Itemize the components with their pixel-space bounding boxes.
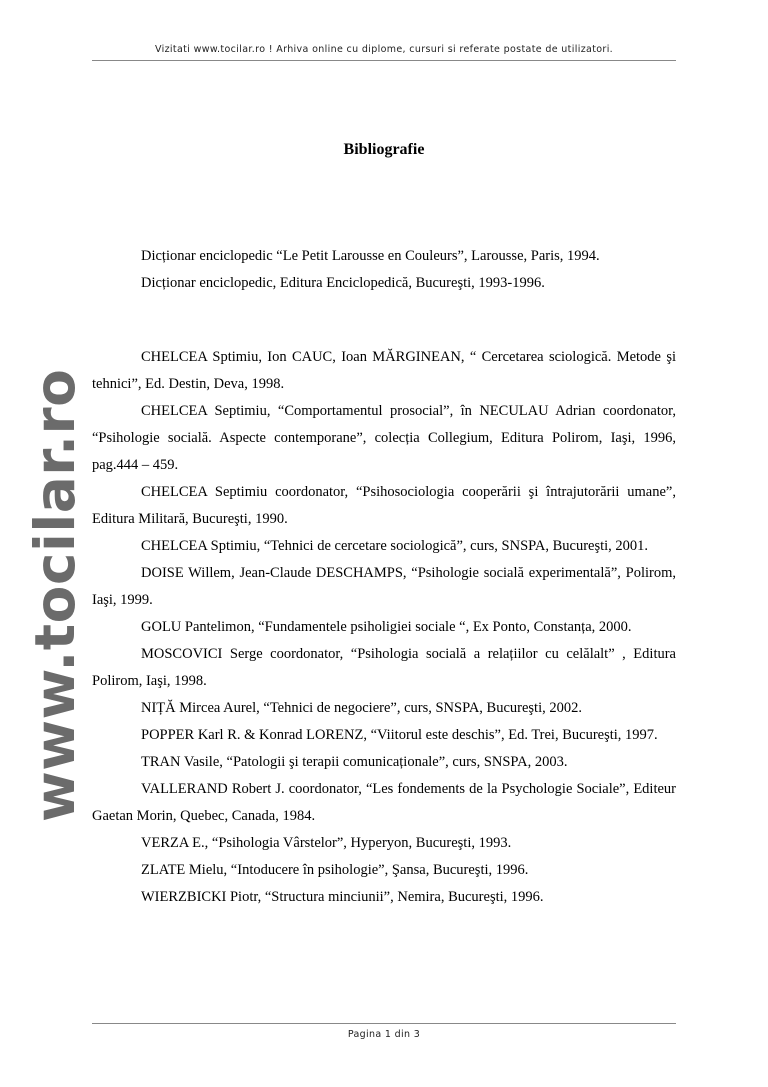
- dictionary-list: [92, 243, 676, 297]
- bibliography-entry: WIERZBICKI Piotr, “Structura minciunii”, Nemira, Bucureşti, 1996.: [141, 889, 544, 905]
- dictionary-entry: Dicționar enciclopedic, Editura Enciclopedică, Bucureşti, 1993-1996.: [141, 275, 545, 291]
- bibliography-entry: CHELCEA Septimiu, “Comportamentul prosocial”, în NECULAU Adrian coordonator, “Psihologie socială. Aspecte contemporane”, colecția Collegium, Editura Polirom, Iaşi, 1996, pag.444 – 459.: [92, 403, 676, 473]
- page-title: Bibliografie: [343, 141, 425, 158]
- bibliography-entry: NIȚĂ Mircea Aurel, “Tehnici de negociere”, curs, SNSPA, Bucureşti, 2002.: [141, 700, 582, 716]
- bibliography-entry: TRAN Vasile, “Patologii şi terapii comunicaționale”, curs, SNSPA, 2003.: [141, 754, 568, 770]
- footer-divider: [92, 1023, 676, 1024]
- bibliography-list: [92, 344, 676, 911]
- bibliography-entry: VERZA E., “Psihologia Vârstelor”, Hyperyon, Bucureşti, 1993.: [141, 835, 512, 851]
- bibliography-entry: CHELCEA Sptimiu, “Tehnici de cercetare sociologică”, curs, SNSPA, Bucureşti, 2001.: [141, 538, 649, 554]
- bibliography-entry: VALLERAND Robert J. coordonator, “Les fondements de la Psychologie Sociale”, Editeur Gaetan Morin, Quebec, Canada, 1984.: [92, 781, 676, 824]
- watermark-logo: www.tocilar.ro: [23, 368, 87, 822]
- dictionary-entry: Dicționar enciclopedic “Le Petit Larousse en Couleurs”, Larousse, Paris, 1994.: [141, 248, 600, 264]
- bibliography-entry: DOISE Willem, Jean-Claude DESCHAMPS, “Psihologie socială experimentală”, Polirom, Iaşi, 1999.: [92, 565, 676, 608]
- bibliography-entry: POPPER Karl R. & Konrad LORENZ, “Viitorul este deschis”, Ed. Trei, Bucureşti, 1997.: [141, 727, 658, 743]
- bibliography-entry: MOSCOVICI Serge coordonator, “Psihologia socială a relațiilor cu celălalt” , Editura Polirom, Iaşi, 1998.: [92, 646, 676, 689]
- bibliography-entry: ZLATE Mielu, “Intoducere în psihologie”, Şansa, Bucureşti, 1996.: [141, 862, 529, 878]
- header-divider: [92, 60, 676, 61]
- bibliography-entry: GOLU Pantelimon, “Fundamentele psiholigiei sociale “, Ex Ponto, Constanța, 2000.: [141, 619, 632, 635]
- bibliography-entry: CHELCEA Septimiu coordonator, “Psihosociologia cooperării şi întrajutorării umane”, Editura Militară, Bucureşti, 1990.: [92, 484, 676, 527]
- page-number: Pagina 1 din 3: [347, 1029, 421, 1040]
- bibliography-entry: CHELCEA Sptimiu, Ion CAUC, Ioan MĂRGINEAN, “ Cercetarea sciologică. Metode şi tehnici”, Ed. Destin, Deva, 1998.: [92, 349, 676, 392]
- page-header: Vizitati www.tocilar.ro ! Arhiva online cu diplome, cursuri si referate postate de utilizatori.: [154, 44, 614, 55]
